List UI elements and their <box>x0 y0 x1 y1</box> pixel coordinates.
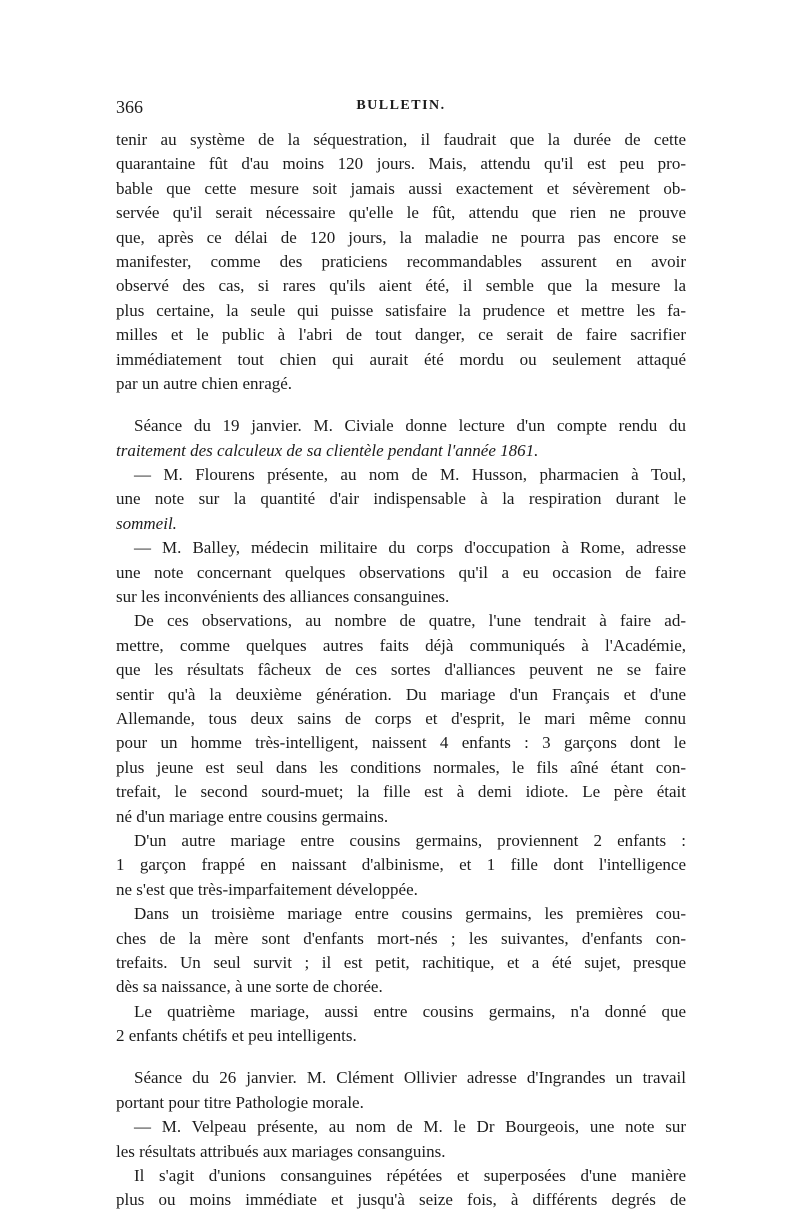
text-line: 1 garçon frappé en naissant d'albinisme, et 1 fille dont l'intelligence <box>116 855 686 875</box>
text-line: plus ou moins immédiate et jusqu'à seize fois, à différents degrés de <box>116 1190 686 1210</box>
text-line: Dans un troisième mariage entre cousins germains, les premières cou- <box>134 904 686 924</box>
paragraph <box>116 536 686 609</box>
text-line: né d'un mariage entre cousins germains. <box>116 806 389 826</box>
text-line: milles et le public à l'abri de tout danger, ce serait de faire sacrifier <box>116 325 686 345</box>
text-line: pour un homme très-intelligent, naissent 4 enfants : 3 garçons dont le <box>116 733 686 753</box>
text-line: — M. Flourens présente, au nom de M. Husson, pharmacien à Toul, <box>134 465 686 485</box>
text-line: quarantaine fût d'au moins 120 jours. Mais, attendu qu'il est peu pro- <box>116 154 686 174</box>
text-line: sur les inconvénients des alliances consanguines. <box>116 587 450 607</box>
text-line: les résultats attribués aux mariages consanguins. <box>116 1141 446 1161</box>
paragraph-seance-26-janvier <box>116 1066 686 1115</box>
page-number: 366 <box>116 97 143 117</box>
text-line: plus jeune est seul dans les conditions normales, le fils aîné étant con- <box>116 757 686 777</box>
paragraph-seance-19-janvier <box>116 414 686 463</box>
body-text <box>116 128 686 1213</box>
text-line: une note sur la quantité d'air indispensable à la respiration durant le <box>116 489 686 509</box>
text-line: Le quatrième mariage, aussi entre cousins germains, n'a donné que <box>134 1001 686 1021</box>
text-line: que les résultats fâcheux de ces sortes d'alliances peuvent ne se faire <box>116 660 686 680</box>
paragraph <box>116 1115 686 1164</box>
text-line: que, après ce délai de 120 jours, la maladie ne pourra pas encore se <box>116 227 686 247</box>
paragraph <box>116 463 686 536</box>
text-line: portant pour titre Pathologie morale. <box>116 1092 364 1112</box>
text-line: Allemande, tous deux sains de corps et d'esprit, le mari même connu <box>116 708 686 728</box>
text-line: immédiatement tout chien qui aurait été mordu ou seulement attaqué <box>116 349 686 369</box>
text-line: — M. Velpeau présente, au nom de M. le Dr Bourgeois, une note sur <box>134 1117 686 1137</box>
text-line: — M. Balley, médecin militaire du corps d'occupation à Rome, adresse <box>134 538 686 558</box>
text-line: De ces observations, au nombre de quatre, l'une tendrait à faire ad- <box>134 611 686 631</box>
text-line: traitement des calculeux de sa clientèle pendant l'année 1861. <box>116 440 539 460</box>
text-line: bable que cette mesure soit jamais aussi exactement et sévèrement ob- <box>116 178 686 198</box>
text-line: dès sa naissance, à une sorte de chorée. <box>116 977 383 997</box>
text-line: sommeil. <box>116 513 177 533</box>
running-title: BULLETIN. <box>356 98 446 113</box>
text-line: servée qu'il serait nécessaire qu'elle le fût, attendu que rien ne prouve <box>116 203 686 223</box>
text-line: sentir qu'à la deuxième génération. Du mariage d'un Français et d'une <box>116 684 686 704</box>
paragraph <box>116 609 686 829</box>
text-line: manifester, comme des praticiens recommandables assurent en avoir <box>116 251 686 271</box>
text-line: ches de la mère sont d'enfants mort-nés ; les suivantes, d'enfants con- <box>116 928 686 948</box>
paragraph <box>116 1164 686 1213</box>
paragraph <box>116 128 686 396</box>
text-line: trefaits. Un seul survit ; il est petit, rachitique, et a été sujet, presque <box>116 952 686 972</box>
text-line: observé des cas, si rares qu'ils aient été, il semble que la mesure la <box>116 276 686 296</box>
page-header <box>116 97 686 121</box>
text-line: Séance du 19 janvier. M. Civiale donne lecture d'un compte rendu du <box>134 416 686 436</box>
text-line: plus certaine, la seule qui puisse satisfaire la prudence et mettre les fa- <box>116 300 686 320</box>
text-line: trefait, le second sourd-muet; la fille est à demi idiote. Le père était <box>116 782 686 802</box>
paragraph <box>116 1000 686 1049</box>
text-line: 2 enfants chétifs et peu intelligents. <box>116 1026 357 1046</box>
text-line: Séance du 26 janvier. M. Clément Ollivier adresse d'Ingrandes un travail <box>134 1068 686 1088</box>
text-line: ne s'est que très-imparfaitement développée. <box>116 879 418 899</box>
text-line: une note concernant quelques observations qu'il a eu occasion de faire <box>116 562 686 582</box>
text-line: mettre, comme quelques autres faits déjà communiqués à l'Académie, <box>116 635 686 655</box>
paragraph <box>116 829 686 902</box>
text-line: D'un autre mariage entre cousins germains, proviennent 2 enfants : <box>134 830 686 850</box>
text-line: tenir au système de la séquestration, il faudrait que la durée de cette <box>116 130 686 149</box>
paragraph <box>116 902 686 1000</box>
text-line: Il s'agit d'unions consanguines répétées et superposées d'une manière <box>134 1166 686 1186</box>
text-line: par un autre chien enragé. <box>116 373 293 393</box>
